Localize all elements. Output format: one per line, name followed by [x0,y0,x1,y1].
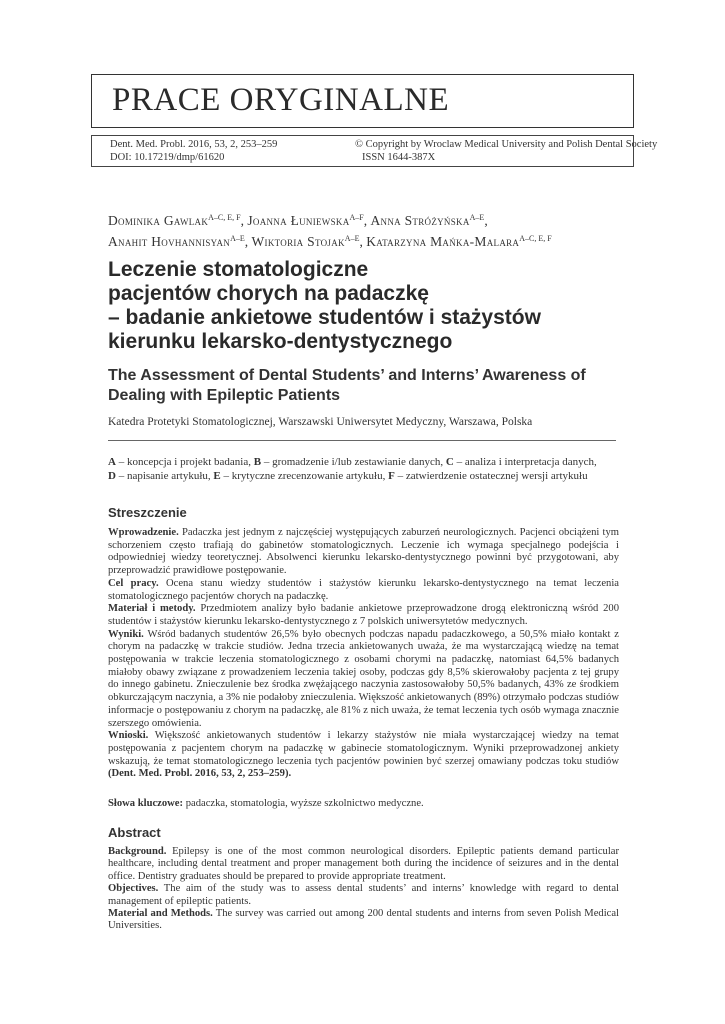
streszczenie-paragraph [108,603,619,628]
copyright-notice: © Copyright by Wroclaw Medical University and Polish Dental Society [355,139,658,150]
doi[interactable]: DOI: 10.17219/dmp/61620 [110,152,225,163]
citation: (Dent. Med. Probl. 2016, 53, 2, 253–259). [108,768,292,780]
abstract-paragraph [108,908,619,933]
paragraph-text: The survey was carried out among 200 dental students and interns from seven Polish Medical Universities. [108,908,619,932]
title-line: Leczenie stomatologiczne [108,258,369,281]
paragraph-text: Wśród badanych studentów 26,5% było obecnych podczas napadu padaczkowego, a 50,5% miało kontakt z chorym na padaczkę w trakcie studiów. Jedna trzecia ankietowanych uważa, że ma wystarczającą wiedzę na temat postępowania w trakcie leczenia stomatologicznego z osobami chorymi na padaczkę, natomiast 64,5% badanych miałoby obawy związane z prowadzeniem leczenia takiej osoby, podczas gdy 8,5% skierowałoby pacjenta z tej grupy do innego gabinetu. Znieczulenie bez środka zwężającego naczynia zastosowałoby 50,5% badanych, 43% ze środkiem obkurczającym naczynia, a 3% nie podałoby znieczulenia. Większość ankietowanych (89%) otrzymało podczas studiów informacje o postępowaniu z chorym na padaczkę, ale 81% z nich uważa, że temat leczenia tych osób wymaga znacznie szerszego omówienia. [108,628,619,729]
author-separator: , [363,213,371,228]
streszczenie-paragraph [108,527,619,578]
author-name: Anahit Hovhannisyan [108,234,231,249]
author-contribution: A–E [469,213,485,222]
author-separator: , [484,213,488,228]
abstract-paragraph [108,883,619,908]
contribution-text: – zatwierdzenie ostatecznej wersji artykułu [394,470,588,482]
contribution-key: C [445,456,454,468]
author-separator: , [359,234,367,249]
paragraph-text: Ocena stanu wiedzy studentów i stażystów kierunku lekarsko-dentystycznego na temat leczenia stomatologicznego pacjentów chorych na padaczkę. [108,577,619,602]
paragraph-label: Objectives. [108,883,159,895]
paragraph-label: Wyniki. [108,628,144,640]
paragraph-label: Cel pracy. [108,577,159,589]
author-contribution: A–C, E, F [208,213,241,222]
contribution-text: – krytyczne zrecenzowanie artykułu, [220,470,389,482]
author-contribution: A–E [344,234,360,243]
paragraph-text: Padaczka jest jednym z najczęściej występujących zaburzeń neurologicznych. Pacjenci obciążeni tym schorzeniem często trafiają do gabinetów stomatologicznych. Leczenie ich wymaga specjalnego podejścia i odpowiedniej wiedzy teoretycznej. Absolwenci kierunku lekarsko-dentystycznego powinni być przygotowani, aby przeprowadzić prawidłowe postępowanie. [108,527,619,577]
keywords [108,797,619,810]
abstract-paragraph [108,846,619,883]
author-line-1 [108,209,653,230]
paragraph-label: Materiał i metody. [108,603,196,615]
paragraph-label: Wprowadzenie. [108,527,179,538]
author-contribution: A–E [230,234,245,243]
article-title-polish [108,258,628,354]
affiliation: Katedra Protetyki Stomatologicznej, Warszawski Uniwersytet Medyczny, Warszawa, Polska [108,416,533,428]
author-name: Wiktoria Stojak [251,234,345,249]
contribution-key: F [388,470,395,482]
paragraph-label: Background. [108,846,167,857]
abstract-heading: Abstract [108,825,161,840]
author-name: Anna Stróżyńska [370,213,470,228]
author-line-2 [108,230,653,251]
keywords-text: padaczka, stomatologia, wyższe szkolnictwo medyczne. [183,798,424,809]
author-name: Joanna Łuniewska [247,213,350,228]
issn: ISSN 1644-387X [362,152,436,163]
journal-citation: Dent. Med. Probl. 2016, 53, 2, 253–259 [110,139,278,150]
title-line: kierunku lekarsko-dentystycznego [108,330,453,353]
author-name: Dominika Gawlak [108,213,209,228]
keywords-label: Słowa kluczowe: [108,798,184,809]
streszczenie-body [108,527,619,781]
contribution-text: – koncepcja i projekt badania, [115,456,254,468]
contribution-line-2 [108,469,618,483]
streszczenie-heading: Streszczenie [108,505,187,520]
section-title: PRACE ORYGINALNE [112,82,450,118]
contribution-key: B [253,456,262,468]
abstract-body [108,846,619,933]
paragraph-label: Material and Methods. [108,908,213,920]
title-line: pacjentów chorych na padaczkę [108,282,429,305]
contribution-text: – gromadzenie i/lub zestawianie danych, [261,456,446,468]
paragraph-text: The aim of the study was to assess dental students’ and interns’ knowledge with regard to dental management of epileptic patients. [108,883,619,907]
contribution-key: D [108,470,116,482]
contribution-key: A [108,456,116,468]
contribution-text: – napisanie artykułu, [115,470,214,482]
author-contribution: A–F [349,213,364,222]
paragraph-text: Większość ankietowanych studentów i lekarzy stażystów nie miała wystarczającej wiedzy na temat postępowania z pacjentem chorym na padaczkę w gabinecie stomatologicznym. Wyniki przeprowadzonej ankiety wskazują, że temat stomatologicznego leczenia tych pacjentów powinien być szerzej omawiany podczas toku studiów [108,730,619,767]
contribution-text: – analiza i interpretacja danych, [453,456,597,468]
author-contribution: A–C, E, F [519,234,552,243]
contribution-legend [108,455,618,483]
paragraph-text: Epilepsy is one of the most common neurological disorders. Epileptic patients demand particular healthcare, including dental treatment and proper management both during the incidence of seizures and in the dental office. Dentistry graduates should be prepared to provide appropriate treatment. [108,846,619,882]
contribution-key: E [213,470,221,482]
paragraph-label: Wnioski. [108,730,149,742]
contribution-line-1 [108,455,618,469]
streszczenie-paragraph [108,629,619,731]
title-line: – badanie ankietowe studentów i stażystów [108,306,541,329]
streszczenie-paragraph [108,578,619,603]
divider [108,440,616,441]
article-title-english: The Assessment of Dental Students’ and Interns’ Awareness of Dealing with Epileptic Patients [108,367,586,404]
paragraph-text: Przedmiotem analizy było badanie ankietowe przeprowadzone drogą elektroniczną wśród 200 studentów i stażystów kierunku lekarsko-dentystycznego z 7 polskich uniwersytetów medycznych. [108,603,619,627]
author-name: Katarzyna Mańka-Malara [366,234,520,249]
streszczenie-paragraph [108,730,619,781]
author-separator: , [240,213,248,228]
author-list [108,209,653,251]
author-separator: , [244,234,252,249]
